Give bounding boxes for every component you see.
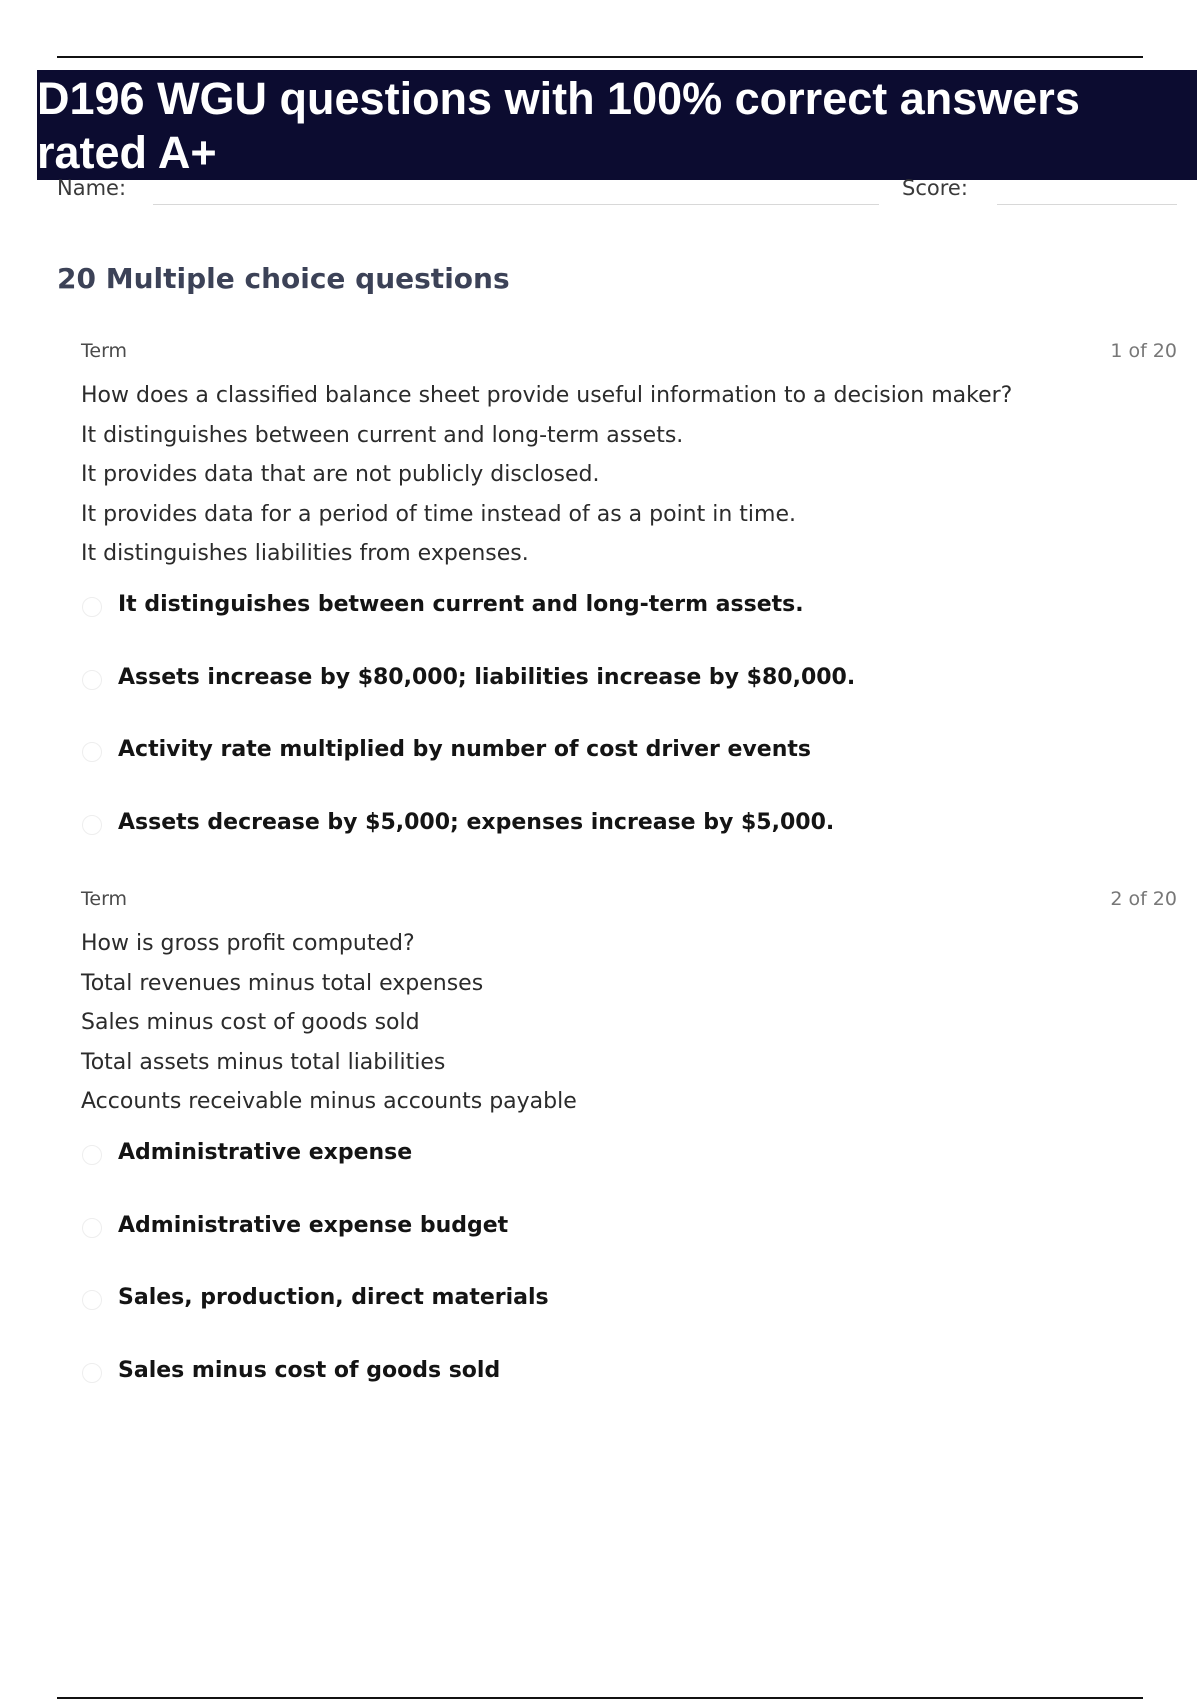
question-counter: 2 of 20 bbox=[1110, 888, 1177, 910]
radio-button[interactable] bbox=[82, 1290, 102, 1310]
radio-button[interactable] bbox=[82, 815, 102, 835]
document-title: D196 WGU questions with 100% correct answers rated A+ bbox=[37, 70, 1197, 180]
section-heading: 20 Multiple choice questions bbox=[57, 262, 510, 295]
answer-option-label: Administrative expense bbox=[118, 1140, 413, 1165]
question-line: It provides data for a period of time instead of as a point in time. bbox=[81, 501, 796, 527]
answer-option-label: Sales minus cost of goods sold bbox=[118, 1357, 501, 1383]
bottom-divider bbox=[57, 1697, 1143, 1699]
radio-button[interactable] bbox=[82, 1145, 102, 1165]
radio-button[interactable] bbox=[82, 742, 102, 762]
question-counter: 1 of 20 bbox=[1110, 340, 1177, 362]
question-line: It distinguishes between current and long-term assets. bbox=[81, 422, 684, 448]
name-score-row bbox=[57, 176, 1177, 206]
answer-option-label: Assets decrease by $5,000; expenses increase by $5,000. bbox=[118, 809, 835, 835]
radio-button[interactable] bbox=[82, 597, 102, 617]
term-label: Term bbox=[81, 888, 128, 910]
score-field[interactable] bbox=[997, 204, 1177, 205]
question-line: Sales minus cost of goods sold bbox=[81, 1010, 420, 1035]
question-line: Accounts receivable minus accounts payable bbox=[81, 1089, 577, 1114]
radio-button[interactable] bbox=[82, 1218, 102, 1238]
answer-option-label: Sales, production, direct materials bbox=[118, 1285, 549, 1310]
question-text bbox=[81, 376, 1012, 574]
term-label: Term bbox=[81, 340, 128, 362]
question-prompt: How does a classified balance sheet provide useful information to a decision maker? bbox=[81, 383, 1013, 408]
answer-option-label: Assets increase by $80,000; liabilities increase by $80,000. bbox=[118, 664, 856, 690]
top-divider bbox=[57, 56, 1143, 58]
radio-button[interactable] bbox=[82, 1363, 102, 1383]
answer-option-label: It distinguishes between current and long-term assets. bbox=[118, 592, 804, 617]
question-prompt: How is gross profit computed? bbox=[81, 931, 415, 956]
question-line: It distinguishes liabilities from expenses. bbox=[81, 541, 529, 566]
radio-button[interactable] bbox=[82, 670, 102, 690]
answer-option-label: Activity rate multiplied by number of cost driver events bbox=[118, 737, 811, 762]
question-line: Total assets minus total liabilities bbox=[81, 1049, 446, 1075]
question-text bbox=[81, 924, 577, 1122]
score-label: Score: bbox=[902, 176, 968, 200]
question-line: Total revenues minus total expenses bbox=[81, 970, 484, 996]
answer-option-label: Administrative expense budget bbox=[118, 1212, 509, 1238]
name-label: Name: bbox=[57, 176, 127, 200]
name-field[interactable] bbox=[153, 204, 879, 205]
question-line: It provides data that are not publicly disclosed. bbox=[81, 462, 600, 487]
